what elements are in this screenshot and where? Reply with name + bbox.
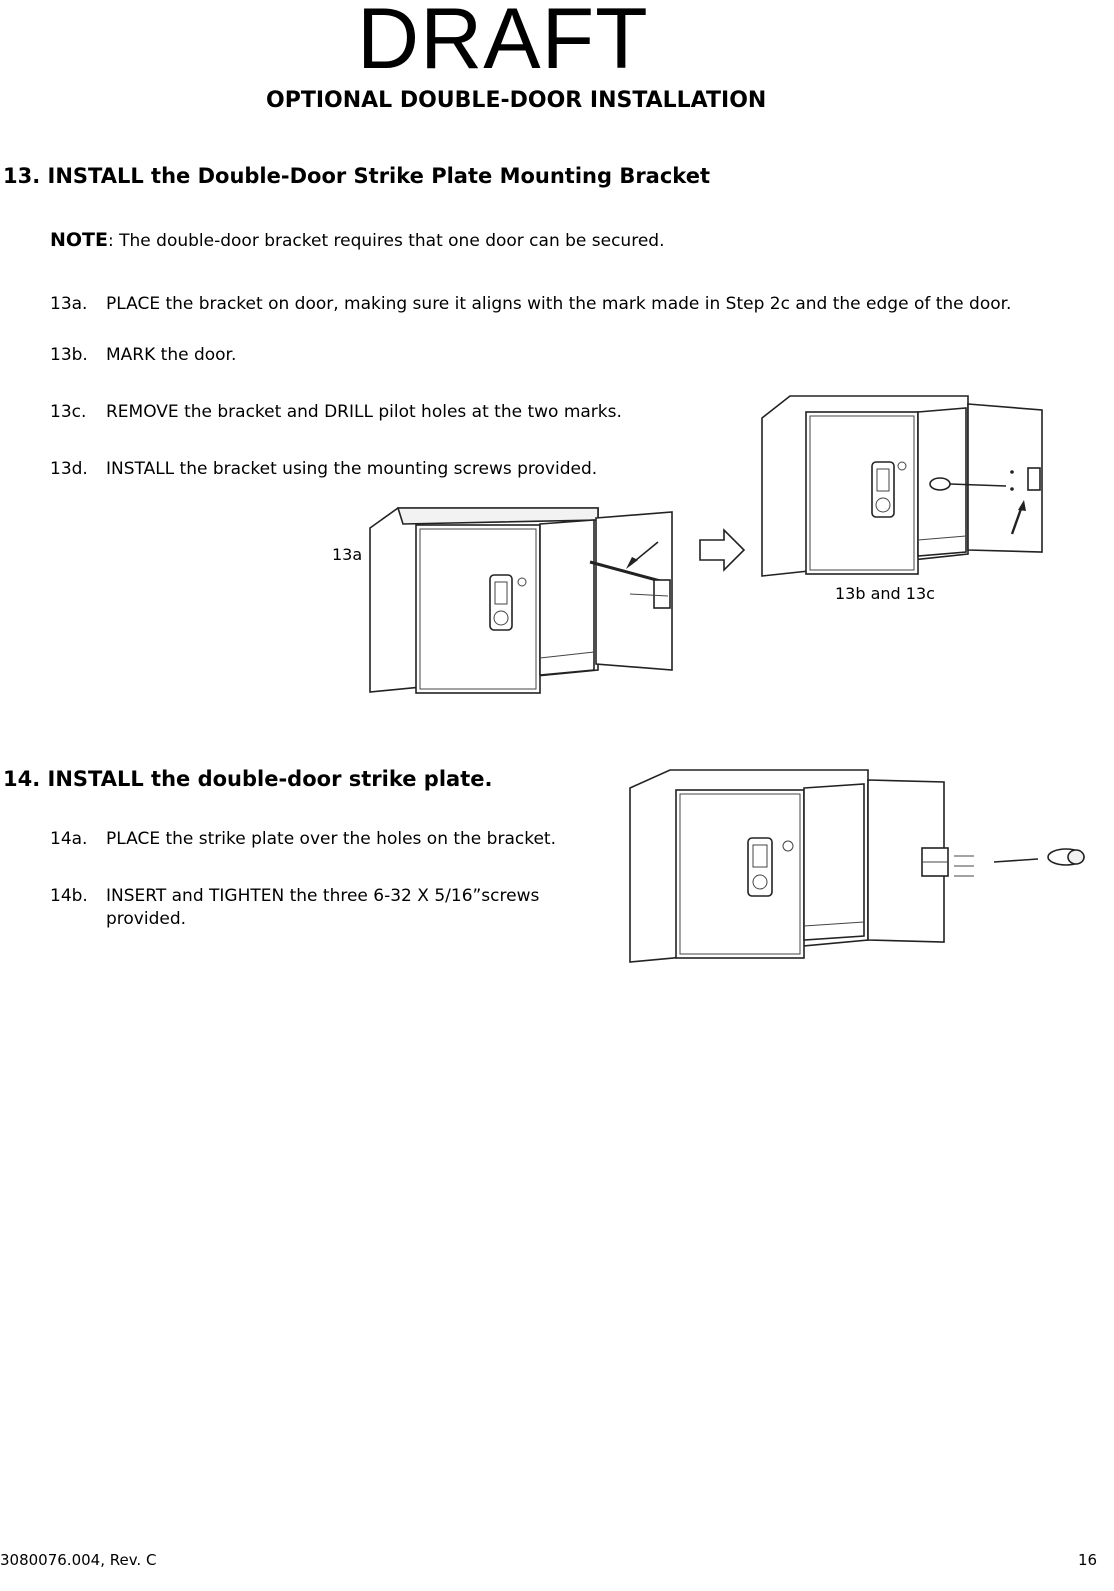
step-13-heading: 13. INSTALL the Double-Door Strike Plate Mounting Bracket <box>3 164 710 188</box>
cabinet-illustration-13b-13c <box>760 392 1050 582</box>
cabinet-illustration-13a <box>368 500 678 700</box>
figure-label-13b-13c: 13b and 13c <box>835 584 935 603</box>
step-number: 14a. <box>50 829 88 849</box>
section-title: OPTIONAL DOUBLE-DOOR INSTALLATION <box>266 88 767 113</box>
step-13d <box>50 459 597 479</box>
draft-watermark: DRAFT <box>357 0 649 87</box>
step-text: MARK the door. <box>106 345 237 365</box>
footer-doc-id: 3080076.004, Rev. C <box>0 1551 157 1569</box>
note-label: NOTE <box>50 229 108 251</box>
note-text: : The double-door bracket requires that one door can be secured. <box>108 231 665 251</box>
step-number: 13a. <box>50 294 88 314</box>
cabinet-illustration-14 <box>628 768 1090 968</box>
figure-label-13a: 13a <box>332 545 363 564</box>
step-text: PLACE the bracket on door, making sure it aligns with the mark made in Step 2c and the edge of the door. <box>106 294 1012 314</box>
note <box>50 229 664 251</box>
step-number: 13b. <box>50 345 88 365</box>
step-text: PLACE the strike plate over the holes on the bracket. <box>106 829 556 849</box>
step-13a <box>50 294 1011 314</box>
step-14-heading: 14. INSTALL the double-door strike plate. <box>3 767 493 791</box>
right-arrow-icon <box>698 528 748 572</box>
step-14b <box>50 886 539 906</box>
footer-page-number: 16 <box>1078 1551 1098 1569</box>
step-text: REMOVE the bracket and DRILL pilot holes at the two marks. <box>106 402 622 422</box>
step-14a <box>50 829 556 849</box>
step-number: 13c. <box>50 402 87 422</box>
step-14b-continued: provided. <box>106 909 187 929</box>
step-number: 14b. <box>50 886 88 906</box>
step-text: INSERT and TIGHTEN the three 6-32 X 5/16”screws <box>106 886 540 906</box>
step-text: INSTALL the bracket using the mounting screws provided. <box>106 459 598 479</box>
step-13c <box>50 402 622 422</box>
step-13b <box>50 345 236 365</box>
step-number: 13d. <box>50 459 88 479</box>
